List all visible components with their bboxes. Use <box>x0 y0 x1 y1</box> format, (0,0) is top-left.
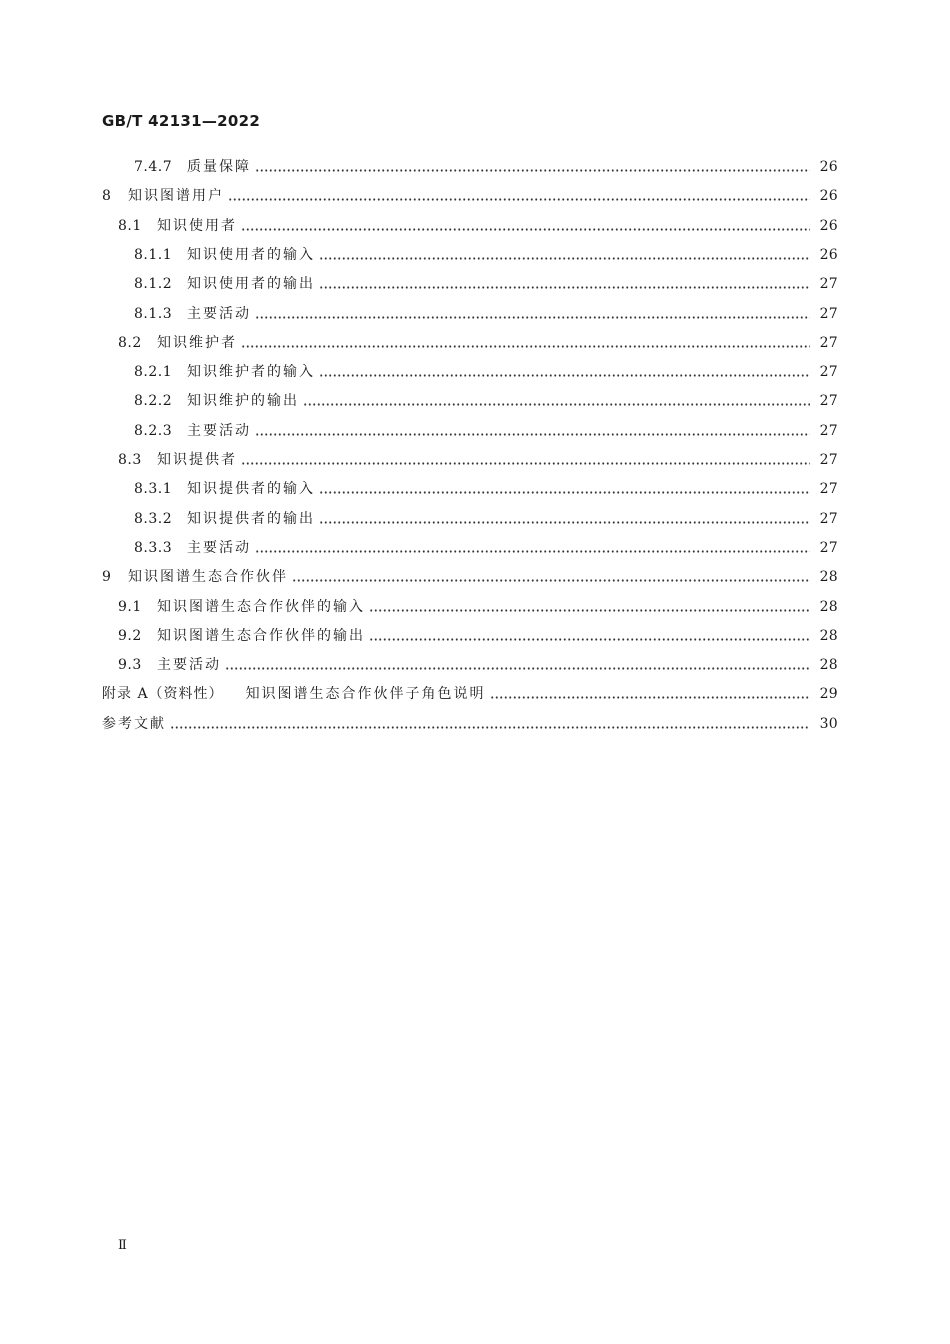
toc-entry-title: 知识使用者的输出 <box>187 276 315 293</box>
toc-entry-number: 8.2.1 <box>134 364 173 381</box>
toc-entry-number: 8.3.1 <box>134 481 173 498</box>
toc-entry[interactable] <box>134 270 838 299</box>
toc-dot-leader <box>319 270 810 299</box>
toc-entry[interactable] <box>102 710 838 739</box>
toc-entry-number: 8.2.3 <box>134 422 173 439</box>
toc-entry-page: 28 <box>819 569 838 586</box>
toc-entry-title: 知识维护者的输入 <box>187 364 315 381</box>
toc-entry-title: 参考文献 <box>102 715 166 732</box>
toc-entry-page: 26 <box>819 217 838 234</box>
toc-entry-number: 8.2.2 <box>134 393 173 410</box>
toc-entry-page: 27 <box>819 276 838 293</box>
toc-entry[interactable] <box>134 153 838 182</box>
toc-dot-leader <box>170 710 810 739</box>
toc-entry[interactable] <box>134 505 838 534</box>
toc-entry-title: 质量保障 <box>187 159 251 175</box>
toc-entry-title: 知识提供者 <box>157 452 237 468</box>
toc-entry-page: 27 <box>819 452 838 468</box>
toc-entry-page: 27 <box>819 364 838 381</box>
toc-entry-number: 8.3 <box>118 452 142 468</box>
toc-entry-page: 26 <box>819 159 838 175</box>
toc-entry[interactable] <box>134 475 838 504</box>
toc-entry-number: 8.2 <box>118 334 142 351</box>
toc-entry-number: 7.4.7 <box>134 159 173 175</box>
toc-entry-title: 主要活动 <box>187 539 251 556</box>
toc-dot-leader <box>319 241 810 270</box>
toc-dot-leader <box>303 387 810 416</box>
toc-entry-title: 知识使用者的输入 <box>187 246 315 263</box>
toc-dot-leader <box>319 475 810 504</box>
toc-entry-title: 知识图谱用户 <box>128 188 224 205</box>
toc-entry-title: 知识维护者 <box>157 334 237 351</box>
toc-dot-leader <box>255 534 810 563</box>
toc-dot-leader <box>241 212 810 241</box>
toc-dot-leader <box>241 446 810 475</box>
toc-entry-page: 28 <box>819 627 838 644</box>
toc-entry-page: 27 <box>819 422 838 439</box>
toc-entry-title: 知识提供者的输出 <box>187 510 315 527</box>
toc-entry[interactable] <box>134 534 838 563</box>
toc-dot-leader <box>292 563 810 592</box>
toc-entry-title: 知识使用者 <box>157 217 237 234</box>
toc-entry[interactable] <box>134 358 838 387</box>
toc-dot-leader <box>255 300 810 329</box>
toc-dot-leader <box>319 505 810 534</box>
toc-entry-number: 8 <box>102 188 112 205</box>
toc-entry-page: 27 <box>819 305 838 322</box>
toc-entry-number: 9.2 <box>118 627 142 644</box>
toc-entry-number: 8.3.3 <box>134 539 173 556</box>
toc-entry[interactable] <box>134 417 838 446</box>
toc-entry-title: 知识提供者的输入 <box>187 481 315 498</box>
toc-entry-number: 8.3.2 <box>134 510 173 527</box>
toc-entry-page: 28 <box>819 657 838 674</box>
toc-entry-number: 8.1.2 <box>134 276 173 293</box>
toc-entry-title: 知识图谱生态合作伙伴子角色说明 <box>245 686 486 703</box>
toc-entry[interactable] <box>102 680 838 709</box>
toc-entry-title: 主要活动 <box>187 422 251 439</box>
toc-entry-number: 8.1.1 <box>134 246 173 263</box>
toc-entry[interactable] <box>102 563 838 592</box>
toc-dot-leader <box>255 153 810 182</box>
toc-entry-title: 主要活动 <box>157 657 221 674</box>
toc-entry-title: 知识图谱生态合作伙伴 <box>128 569 288 586</box>
toc-entry-number: 9.3 <box>118 657 142 674</box>
toc-entry-number: 9 <box>102 569 112 586</box>
toc-entry[interactable] <box>118 651 838 680</box>
toc-entry[interactable] <box>102 182 838 211</box>
toc-entry[interactable] <box>118 622 838 651</box>
toc-dot-leader <box>369 622 810 651</box>
toc-dot-leader <box>241 329 810 358</box>
toc-entry-page: 27 <box>819 393 838 410</box>
toc-entry[interactable] <box>134 387 838 416</box>
toc-entry-page: 27 <box>819 481 838 498</box>
toc-dot-leader <box>369 593 810 622</box>
toc-entry-page: 30 <box>819 715 838 732</box>
toc-entry[interactable] <box>118 212 838 241</box>
toc-entry-page: 26 <box>819 246 838 263</box>
toc-entry[interactable] <box>118 593 838 622</box>
standard-code-header: GB/T 42131—2022 <box>102 112 261 130</box>
toc-entry-title: 知识图谱生态合作伙伴的输出 <box>157 627 365 644</box>
toc-dot-leader <box>319 358 810 387</box>
toc-entry-page: 29 <box>819 686 838 703</box>
toc-dot-leader <box>255 417 810 446</box>
toc-entry-page: 27 <box>819 539 838 556</box>
toc-entry[interactable] <box>118 446 838 475</box>
toc-entry-title: 主要活动 <box>187 305 251 322</box>
toc-entry-title: 知识图谱生态合作伙伴的输入 <box>157 598 365 615</box>
toc-entry[interactable] <box>118 329 838 358</box>
toc-entry-page: 26 <box>819 188 838 205</box>
toc-entry[interactable] <box>134 241 838 270</box>
toc-entry-number: 附录 A（资料性） <box>102 686 224 703</box>
toc-entry-page: 28 <box>819 598 838 615</box>
toc-entry-title: 知识维护的输出 <box>187 393 299 410</box>
toc-entry-number: 8.1.3 <box>134 305 173 322</box>
toc-entry-number: 9.1 <box>118 598 142 615</box>
toc-entry-page: 27 <box>819 510 838 527</box>
page-number: Ⅱ <box>118 1238 127 1253</box>
toc-dot-leader <box>225 651 810 680</box>
toc-entry-page: 27 <box>819 334 838 351</box>
toc-entry[interactable] <box>134 300 838 329</box>
toc-dot-leader <box>490 680 810 709</box>
toc-dot-leader <box>228 182 810 211</box>
toc-entry-number: 8.1 <box>118 217 142 234</box>
